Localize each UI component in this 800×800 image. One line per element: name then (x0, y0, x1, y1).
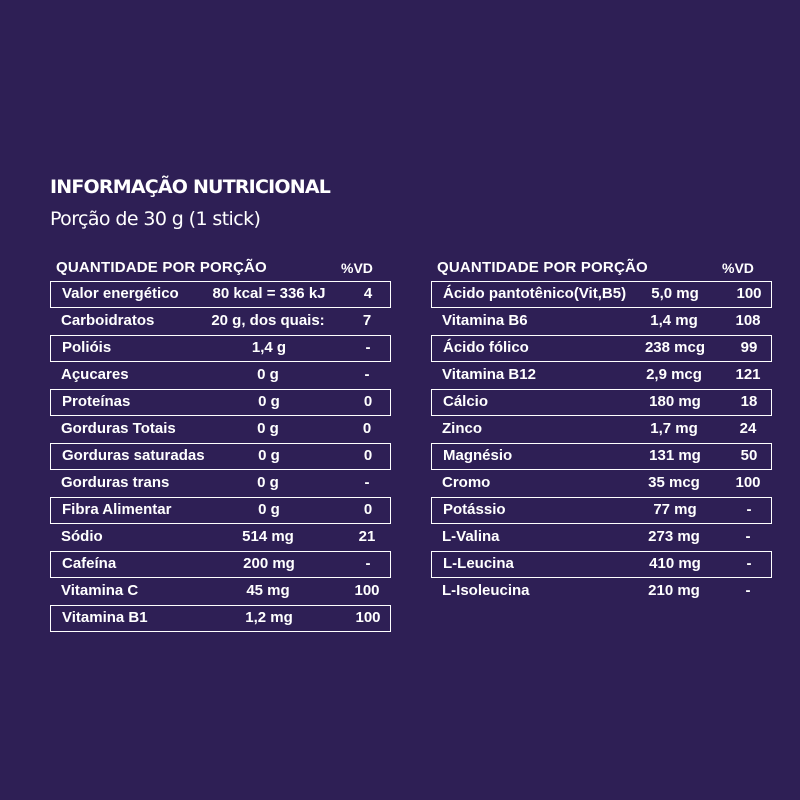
nutrient-vd: 100 (736, 285, 762, 302)
nutrient-name: Fibra Alimentar (62, 501, 172, 518)
table-row (431, 389, 772, 416)
table-row (50, 308, 391, 335)
page-title: INFORMAÇÃO NUTRICIONAL (50, 176, 331, 198)
header-vd: %VD (722, 260, 754, 276)
nutrient-amount: 1,2 mg (245, 609, 293, 626)
nutrient-amount: 1,4 g (251, 339, 287, 356)
nutrient-amount: 1,7 mg (650, 420, 698, 437)
table-row (431, 497, 772, 524)
nutrient-amount: 238 mcg (644, 339, 706, 356)
table-row (431, 308, 772, 335)
nutrient-amount: 80 kcal = 336 kJ (212, 285, 326, 302)
nutrient-name: Zinco (442, 420, 482, 437)
nutrient-name: Potássio (443, 501, 506, 518)
nutrient-name: Açucares (61, 366, 129, 383)
header-quantity: QUANTIDADE POR PORÇÃO (437, 259, 648, 276)
table-row (50, 578, 391, 605)
nutrient-name: Magnésio (443, 447, 513, 464)
nutrient-name: Valor energético (62, 285, 179, 302)
nutrient-name: Vitamina C (61, 582, 139, 599)
nutrient-amount: 20 g, dos quais: (211, 312, 325, 329)
nutrient-vd: 100 (735, 474, 761, 491)
table-row (431, 524, 772, 551)
nutrient-vd: 50 (740, 447, 758, 464)
nutrient-vd: - (745, 582, 751, 599)
nutrient-vd: 0 (363, 393, 373, 410)
nutrition-table-left (50, 257, 391, 632)
serving-size: Porção de 30 g (1 stick) (50, 208, 261, 230)
nutrient-vd: - (364, 366, 370, 383)
nutrient-vd: - (746, 501, 752, 518)
table-body (50, 281, 391, 632)
nutrient-vd: 100 (355, 609, 381, 626)
nutrient-name: Gorduras Totais (61, 420, 176, 437)
table-row (50, 470, 391, 497)
nutrient-amount: 0 g (257, 366, 279, 383)
nutrient-name: Ácido pantotênico(Vit,B5) (443, 285, 627, 302)
nutrient-name: Cromo (442, 474, 491, 491)
header-vd: %VD (341, 260, 373, 276)
nutrient-vd: - (365, 339, 371, 356)
nutrient-amount: 0 g (258, 501, 280, 518)
nutrient-name: Cafeína (62, 555, 117, 572)
table-row (431, 578, 772, 605)
nutrient-amount: 2,9 mcg (646, 366, 702, 383)
nutrient-name: L-Leucina (443, 555, 514, 572)
nutrient-name: L-Isoleucina (442, 582, 530, 599)
nutrient-vd: 100 (354, 582, 380, 599)
nutrient-vd: 0 (362, 420, 372, 437)
table-row (431, 551, 772, 578)
nutrient-vd: 108 (735, 312, 761, 329)
table-row (431, 416, 772, 443)
table-row (50, 362, 391, 389)
table-row (50, 389, 391, 416)
table-row (50, 443, 391, 470)
nutrient-name: Vitamina B6 (442, 312, 528, 329)
nutrient-name: Gorduras saturadas (62, 447, 205, 464)
nutrient-vd: - (746, 555, 752, 572)
nutrient-vd: 21 (358, 528, 376, 545)
table-row (431, 335, 772, 362)
table-row (431, 362, 772, 389)
table-body (431, 281, 772, 605)
nutrient-name: Ácido fólico (443, 339, 529, 356)
nutrient-amount: 0 g (257, 420, 279, 437)
nutrient-amount: 45 mg (246, 582, 290, 599)
nutrient-name: Polióis (62, 339, 112, 356)
nutrient-vd: 24 (739, 420, 757, 437)
table-header (50, 257, 391, 281)
nutrient-amount: 131 mg (649, 447, 701, 464)
nutrient-name: Carboidratos (61, 312, 155, 329)
nutrient-amount: 200 mg (243, 555, 295, 572)
table-row (50, 551, 391, 578)
header-quantity: QUANTIDADE POR PORÇÃO (56, 259, 267, 276)
nutrient-amount: 35 mcg (648, 474, 700, 491)
nutrient-amount: 0 g (258, 447, 280, 464)
nutrient-amount: 5,0 mg (651, 285, 699, 302)
nutrition-table-right (431, 257, 772, 605)
table-row (50, 281, 391, 308)
nutrient-name: Vitamina B12 (442, 366, 536, 383)
nutrient-amount: 1,4 mg (650, 312, 698, 329)
nutrient-amount: 273 mg (648, 528, 700, 545)
nutrient-vd: 0 (363, 447, 373, 464)
table-row (50, 416, 391, 443)
nutrient-amount: 0 g (258, 393, 280, 410)
table-row (50, 524, 391, 551)
nutrient-vd: - (745, 528, 751, 545)
nutrient-name: Cálcio (443, 393, 489, 410)
table-row (431, 470, 772, 497)
nutrient-amount: 77 mg (653, 501, 697, 518)
table-row (50, 497, 391, 524)
nutrient-amount: 0 g (257, 474, 279, 491)
nutrient-amount: 210 mg (648, 582, 700, 599)
nutrient-name: Vitamina B1 (62, 609, 148, 626)
nutrient-vd: 99 (740, 339, 758, 356)
table-row (50, 335, 391, 362)
nutrient-name: L-Valina (442, 528, 500, 545)
nutrient-amount: 180 mg (649, 393, 701, 410)
nutrient-vd: 4 (363, 285, 373, 302)
table-row (431, 443, 772, 470)
nutrient-vd: - (364, 474, 370, 491)
nutrient-vd: 0 (363, 501, 373, 518)
nutrient-vd: 121 (735, 366, 761, 383)
nutrient-name: Sódio (61, 528, 103, 545)
nutrient-vd: - (365, 555, 371, 572)
table-header (431, 257, 772, 281)
nutrient-name: Gorduras trans (61, 474, 170, 491)
nutrient-vd: 7 (362, 312, 372, 329)
nutrient-amount: 410 mg (649, 555, 701, 572)
nutrient-vd: 18 (740, 393, 758, 410)
nutrient-name: Proteínas (62, 393, 131, 410)
table-row (431, 281, 772, 308)
nutrient-amount: 514 mg (242, 528, 294, 545)
table-row (50, 605, 391, 632)
